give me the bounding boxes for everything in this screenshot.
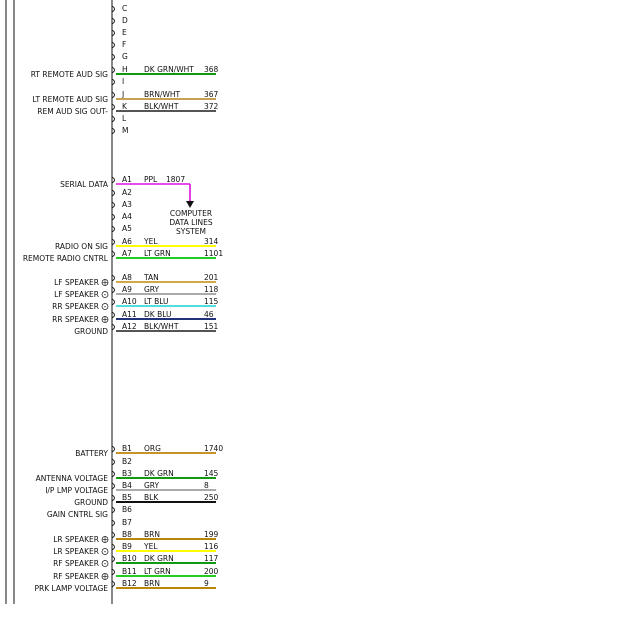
pin-row-h xyxy=(31,65,219,79)
pin-function-label: GROUND xyxy=(74,327,108,336)
pin-label: H xyxy=(122,65,128,74)
pin-row-b5 xyxy=(74,493,218,507)
wire-color-label: BRN xyxy=(144,530,160,539)
pin-row-k xyxy=(37,102,218,116)
pin-label: B5 xyxy=(122,493,132,502)
pin-label: B3 xyxy=(122,469,132,478)
computer-data-lines-callout xyxy=(169,184,212,236)
pin-row-b2 xyxy=(112,457,132,466)
circuit-number-label: 201 xyxy=(204,273,219,282)
wire-color-label: BLK/WHT xyxy=(144,102,179,111)
polarity-label: + xyxy=(101,535,109,544)
circuit-number-label: 145 xyxy=(204,469,219,478)
pin-function-label: LT REMOTE AUD SIG xyxy=(32,95,108,104)
circuit-number-label: 117 xyxy=(204,554,219,563)
pin-label: A1 xyxy=(122,175,132,184)
pin-row-a10 xyxy=(52,297,218,311)
wire-color-label: DK BLU xyxy=(144,310,172,319)
pin-function-label: LF SPEAKER xyxy=(54,278,99,287)
pin-label: B4 xyxy=(122,481,132,490)
pin-label: A10 xyxy=(122,297,137,306)
polarity-label: - xyxy=(103,547,107,556)
pin-row-a4 xyxy=(112,212,132,221)
pin-function-label: RT REMOTE AUD SIG xyxy=(30,70,108,79)
pin-function-label: RR SPEAKER xyxy=(52,315,99,324)
pin-function-label: GROUND xyxy=(74,498,108,507)
circuit-number-label: 250 xyxy=(204,493,219,502)
pin-label: F xyxy=(122,40,127,49)
wire-color-label: PPL xyxy=(144,175,158,184)
circuit-number-label: 314 xyxy=(204,237,219,246)
wire-color-label: DK GRN xyxy=(144,469,174,478)
pin-label: K xyxy=(122,102,127,111)
circuit-number-label: 368 xyxy=(204,65,219,74)
pin-function-label: ANTENNA VOLTAGE xyxy=(35,474,108,483)
pin-label: B8 xyxy=(122,530,132,539)
pin-label: D xyxy=(122,16,128,25)
pin-label: B9 xyxy=(122,542,132,551)
pin-label: A7 xyxy=(122,249,132,258)
pin-function-label: REM AUD SIG OUT- xyxy=(37,107,108,116)
pin-label: A4 xyxy=(122,212,132,221)
circuit-number-label: 46 xyxy=(204,310,214,319)
pin-function-label: I/P LMP VOLTAGE xyxy=(45,486,108,495)
pin-label: B1 xyxy=(122,444,132,453)
pin-function-label: RADIO ON SIG xyxy=(55,242,108,251)
wire-color-label: GRY xyxy=(144,481,160,490)
pin-function-label: RF SPEAKER xyxy=(53,572,99,581)
pin-row-m xyxy=(112,126,128,135)
circuit-number-label: 367 xyxy=(204,90,219,99)
pin-function-label: LF SPEAKER xyxy=(54,290,99,299)
pin-row-i xyxy=(112,77,124,86)
pin-label: G xyxy=(122,52,128,61)
pin-row-b1 xyxy=(75,444,223,458)
pin-row-f xyxy=(112,40,126,49)
pin-row-b6 xyxy=(47,505,132,519)
pin-label: A3 xyxy=(122,200,132,209)
circuit-number-label: 8 xyxy=(204,481,209,490)
pin-label: B11 xyxy=(122,567,137,576)
pin-function-label: REMOTE RADIO CNTRL xyxy=(22,254,108,263)
wire-color-label: YEL xyxy=(144,542,158,551)
pin-row-a2 xyxy=(112,188,132,197)
pin-row-a6 xyxy=(55,237,219,251)
wire-color-label: TAN xyxy=(144,273,159,282)
pin-function-label: SERIAL DATA xyxy=(60,180,108,189)
circuit-number-label: 200 xyxy=(204,567,219,576)
pin-label: A9 xyxy=(122,285,132,294)
pin-row-a1 xyxy=(60,175,190,189)
polarity-label: + xyxy=(101,315,109,324)
pin-label: M xyxy=(122,126,129,135)
pin-label: B2 xyxy=(122,457,132,466)
pin-row-b8 xyxy=(53,530,218,544)
wire-color-label: DK GRN xyxy=(144,554,174,563)
pin-row-d xyxy=(112,16,128,25)
polarity-label: + xyxy=(101,278,109,287)
circuit-number-label: 151 xyxy=(204,322,219,331)
wire-color-label: LT BLU xyxy=(144,297,169,306)
computer-data-lines-label: DATA LINES xyxy=(169,218,213,227)
pin-label: A11 xyxy=(122,310,137,319)
pin-label: J xyxy=(122,90,125,99)
wire-color-label: GRY xyxy=(144,285,160,294)
pin-label: A5 xyxy=(122,224,132,233)
pin-label: I xyxy=(122,77,125,86)
wire-color-label: ORG xyxy=(144,444,161,453)
pin-row-c xyxy=(112,4,127,13)
pin-function-label: PRK LAMP VOLTAGE xyxy=(34,584,108,593)
pin-row-b10 xyxy=(53,554,218,568)
pin-label: B6 xyxy=(122,505,132,514)
pin-label: E xyxy=(122,28,127,37)
wire-color-label: BRN/WHT xyxy=(144,90,181,99)
circuit-number-label: 372 xyxy=(204,102,219,111)
pin-row-b7 xyxy=(112,518,132,527)
pin-label: C xyxy=(122,4,128,13)
pin-label: B10 xyxy=(122,554,137,563)
polarity-label: - xyxy=(103,290,107,299)
pin-label: A2 xyxy=(122,188,132,197)
computer-data-lines-label: SYSTEM xyxy=(176,227,206,236)
pin-function-label: LR SPEAKER xyxy=(53,547,99,556)
circuit-number-label: 116 xyxy=(204,542,219,551)
wire-color-label: YEL xyxy=(144,237,158,246)
pin-function-label: LR SPEAKER xyxy=(53,535,99,544)
circuit-number-label: 115 xyxy=(204,297,219,306)
wire-color-label: DK GRN/WHT xyxy=(144,65,194,74)
wire-color-label: LT GRN xyxy=(144,249,171,258)
wire-color-label: BLK xyxy=(144,493,159,502)
pin-function-label: BATTERY xyxy=(75,449,108,458)
pin-label: B7 xyxy=(122,518,132,527)
polarity-label: + xyxy=(101,572,109,581)
computer-data-lines-label: COMPUTER xyxy=(169,209,213,218)
circuit-number-label: 1807 xyxy=(166,175,186,184)
pin-label: L xyxy=(122,114,127,123)
pin-function-label: GAIN CNTRL SIG xyxy=(46,510,108,519)
pin-row-e xyxy=(112,28,127,37)
pin-row-l xyxy=(112,114,127,123)
pin-function-label: RR SPEAKER xyxy=(52,302,99,311)
pin-label: A12 xyxy=(122,322,137,331)
circuit-number-label: 1740 xyxy=(204,444,224,453)
pin-row-a5 xyxy=(112,224,132,233)
pin-row-a12 xyxy=(74,322,218,336)
circuit-number-label: 118 xyxy=(204,285,219,294)
pin-row-a7 xyxy=(23,249,223,263)
wire-color-label: BLK/WHT xyxy=(144,322,179,331)
wire-color-label: BRN xyxy=(144,579,160,588)
circuit-number-label: 199 xyxy=(204,530,219,539)
connector-pins xyxy=(23,4,223,593)
polarity-label: - xyxy=(103,559,107,568)
pin-function-label: RF SPEAKER xyxy=(53,559,99,568)
polarity-label: - xyxy=(103,302,107,311)
pin-row-a8 xyxy=(54,273,218,287)
pin-row-b12 xyxy=(35,579,217,593)
pin-label: B12 xyxy=(122,579,137,588)
circuit-number-label: 1101 xyxy=(204,249,224,258)
pin-row-g xyxy=(112,52,128,61)
circuit-number-label: 9 xyxy=(204,579,209,588)
wire-color-label: LT GRN xyxy=(144,567,171,576)
pin-label: A8 xyxy=(122,273,132,282)
arrow-down-icon xyxy=(186,201,194,208)
pin-label: A6 xyxy=(122,237,132,246)
pin-row-a3 xyxy=(112,200,132,209)
